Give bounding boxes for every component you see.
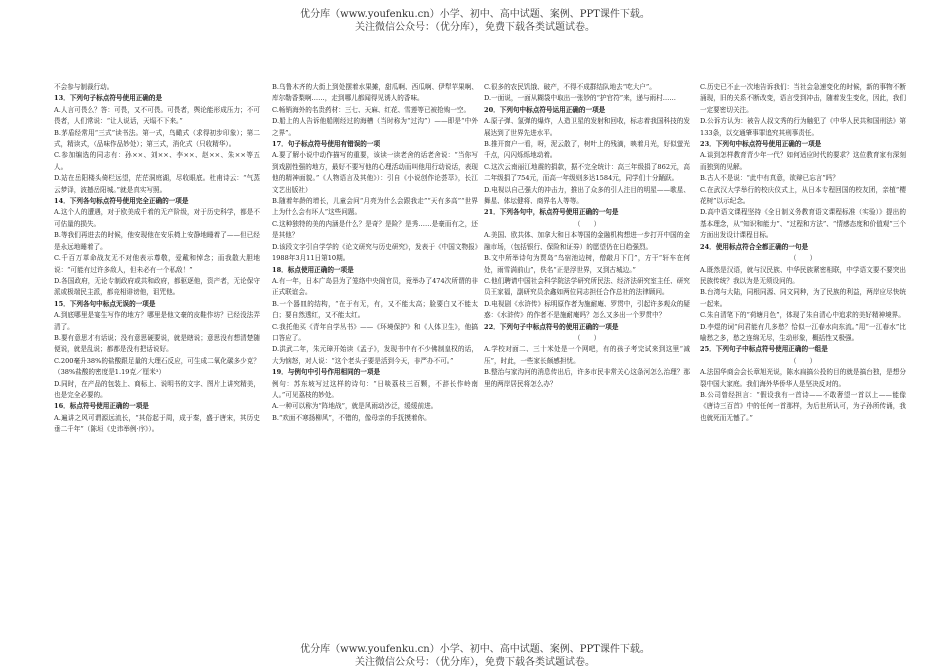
answer-option: D.同时，在产品的包装上、商标上、说明书的文字、图片上讲究精美，也是完全必要的。 xyxy=(54,379,260,399)
answer-option: A.遍讲之风可谓源远流长，“其俗起于周，成于秦，盛于唐宋，其历史垂二千年”（陈垣《史讳举例·序》）。 xyxy=(54,413,260,434)
question-stem: 20．下列句中标点符号运用正确的一项是 xyxy=(484,105,606,114)
answer-option: B.乌鲁木齐的大街上到处摆着水果摊，甜瓜啊、西瓜啊、伊犁苹果啊、库尔勒香梨啊……，走到哪儿都闻得见诱人的香味。 xyxy=(272,83,478,103)
answer-option: A.学校对面二、三十米处是一个网吧，有的孩子考完试来到这里“减压”，时此，一些家长颇感担忧。 xyxy=(484,345,690,365)
question-stem: 18．标点使用正确的一项是 xyxy=(272,265,354,274)
header-line-2: 关注微信公众号：（优分库），免费下载各类试题试卷。 xyxy=(355,22,595,33)
answer-option: B.等我们再进去的时候，他安现他在安乐椅上安静地睡着了——但已经是永远地睡着了。 xyxy=(54,231,260,251)
answer-option: A.原子弹、氢弹的爆炸，人造卫星的发射和回收，标志着我国科技的发展达到了世界先进水平。 xyxy=(484,117,690,137)
answer-option: B.“欢面不寒扬柳风”，不错的，像母亲的手抚摸着你。 xyxy=(272,413,431,422)
answer-option: C.在武汉大学举行的校庆仪式上，从日本专程回国的校友团，亲植“樱花树”以示纪念。 xyxy=(700,185,906,206)
answer-option: C.历史已不止一次地告诉我们：当社会急速变化的时候，新的事物不断涌现，旧的关系不断改变，语言受到冲击，随着发生变化，因此，我们一定要密切关注。 xyxy=(700,83,906,114)
answer-option: B.随着年龄的增长，儿童会问“月亮为什么会跟我走”“天有多高”“世界上为什么会有坏人”这些问题。 xyxy=(272,197,478,217)
question-stem: 15．下列各句中标点无误的一项是 xyxy=(54,299,156,308)
question-stem: 22．下列句子中标点符号的使用正确的一项是 xyxy=(484,322,619,331)
answer-option: D.李煜的词“问君能有几多愁？恰似一江春水向东流。”用“一江春水”比喻愁之多，愁之连绵无尽，生动形象，概括性又极强。 xyxy=(700,322,906,342)
answer-option: D.各国政府，无论专制政府或共和政府，都驱逐他，资产者，无论保守派或极端民主派，都竞相诽谤他，诅咒他。 xyxy=(54,276,260,297)
answer-option: B.台湾与大陆，同根同源、同文同种，为了民族的利益，两岸应尽快统一起来。 xyxy=(700,288,906,308)
answer-option: C.这次云南丽江地震的捐款，据不完全统计：高三年级捐了862元，高二年级捐了754元，而高一年级则多达1584元，同学们十分踊跃。 xyxy=(484,162,690,183)
question-stem: 16．标点符号使用正确的一项是 xyxy=(54,402,149,411)
document-body xyxy=(54,82,914,638)
answer-blank: （ ） xyxy=(573,333,601,342)
answer-option: C.这种独特的美的内涵是什么？是奇？是险？是秀……是豪而有之，还是其他？ xyxy=(272,219,478,240)
footer-line-1: 优分库（www.youfenku.cn）小学、初中、高中试题、案例、PPT课件下载。 xyxy=(300,644,650,655)
answer-option: A.既然是汉语，就与汉民族、中华民族紧密相联，中学语文要不要突出民族传统？我以为是无须设问的。 xyxy=(700,265,906,285)
answer-option: D.电视以自己强大的冲击力，推出了众多的引人注目的明星——歌星、舞星、体坛健将、商界名人等等。 xyxy=(484,185,690,206)
answer-option: D.公诉方认为：被告人叔文秀的行为触犯了《中华人民共和国刑法》第133条，以交通肇事罪追究其刑事责任。 xyxy=(700,117,906,137)
header-line-1: 优分库（www.youfenku.cn）小学、初中、高中试题、案例、PPT课件下载。 xyxy=(300,9,650,20)
answer-option: B.文中所举诗句为贾岛“鸟宿池边树，僧敲月下门”，方干“轩车在何处，雨雪满前山”，佚名“正是浮世界，又到古城边。” xyxy=(484,254,690,274)
answer-option: A.谈到怎样教育青少年一代？如何适应时代的要求？这位教育家有深刻而独到的见解。 xyxy=(700,151,906,171)
answer-option: A.人言可畏么？答：可畏，又不可畏。可畏者，舆论能形成压力；不可畏者，人们常说：“让人说话，天塌不下来。” xyxy=(54,105,260,126)
answer-option: A.法国华商会会长章旭光说，陈水扁搞公投的目的就是搞台独，是想分裂中国大家庭。我们海外华侨华人是坚决反对的。 xyxy=(700,368,906,388)
answer-option: A.一种可以称为“阵地战”，就是风雨动沙泛，缓缓前进。 xyxy=(272,402,438,411)
column-4 xyxy=(700,82,906,424)
question-stem: 23．下列句中标点符号使用正确的一项是 xyxy=(700,140,822,149)
text-paragraph: 不会参与制裁行动。 xyxy=(54,83,114,91)
answer-option: B.茅盾经常用“三式”读书法。第一式，鸟瞰式（求得初步印象）；第二式，精读式，（品味作品妙处）；第三式，消化式（只收精华）。 xyxy=(54,128,260,149)
column-3 xyxy=(484,82,690,390)
answer-option: B.古人不是说：“此中有真意，欲辩已忘言”吗？ xyxy=(700,174,839,183)
answer-blank: （ ） xyxy=(789,356,817,365)
answer-option: C.千百万革命战友无不对他表示尊敬，爱戴和悼念；而我散大胆地说：“可能有过许多敌人，但未必有一个私敌！” xyxy=(54,254,260,274)
answer-option: C.很多的农民饥饿、破产，不得不成群结队地去“吃大户”。 xyxy=(484,83,656,91)
question-stem: 19．与例句中引号作用相同的一项是 xyxy=(272,368,381,377)
answer-option: B.公司曾经担言：“假设我有一首诗——不敢奢望一首以上——能像《唐诗三百首》中的任何一首那样，为后世所认可，为子孙所传诵，我也就死而无憾了。” xyxy=(700,390,906,422)
answer-blank: （ ） xyxy=(573,219,601,228)
answer-option: D.高中语文课程坚持《全日制义务教育语文课程标准（实验）》提出的基本理念，从“知识和能力”、“过程和方法”、“情感态度和价值观”三个方面出发设计课程目标。 xyxy=(700,208,906,240)
answer-option: D.船上的人告诉他船刚经过的海槽（当时称为“过沟”）——即是“中外之界”。 xyxy=(272,117,478,137)
answer-option: C.200毫升38%的盐酸跟足量的大理石反应，可生成二氧化碳多少克？（38%盐酸的密度是1.19克／厘米³） xyxy=(54,356,260,377)
question-stem: 14．下列各句标点符号使用完全正确的一项是 xyxy=(54,197,189,206)
answer-option: D.一面说，一面从糊袋中取出一张钞的“护官符”来，递与雨村…… xyxy=(484,94,676,103)
answer-option: B.整治与家沟河的消息传出后，许多市民非常关心这条河怎么治理？那里的两岸居民将怎么办？ xyxy=(484,368,690,388)
answer-option: C.参加编选的同志有：孙××、刘××、李××、赵××、朱××等五人。 xyxy=(54,151,260,171)
answer-option: D.洪武二年，朱元璋开始读《孟子》，发现书中有不少佛制皇权的话，大为恼怒，对人说：“这个老头子要是活到今天，非严办不可。” xyxy=(272,345,478,365)
question-stem: 17．句子标点符号使用有错误的一项 xyxy=(272,140,381,149)
answer-blank: （ ） xyxy=(789,254,817,263)
answer-option: B.一个器皿的结构，“在于有无，有，又不能太高；脸要白又不能太白；要自然透红，又不能太红。 xyxy=(272,299,478,320)
answer-option: C.我托他买《青年自学丛书》——《环境保护》和《人体卫生》，他搞口答应了。 xyxy=(272,322,478,342)
answer-option: A.这个人的遭遇，对于欧美成千着的无产阶级，对于历史科学，都是不可估量的损失。 xyxy=(54,208,260,228)
answer-option: A.到底哪里是宴生写作的地方？哪里是他文豪的皮鞋作坊？已经没法弄清了。 xyxy=(54,311,260,331)
answer-option: B.推开窗户一看，呀，泥云散了，树叶上的残滴，映着月光，好似萤光千点，闪闪烁烁地动着。 xyxy=(484,140,690,160)
question-stem: 21．下列各句中，标点符号使用正确的一句是 xyxy=(484,208,619,217)
question-stem: 25．下列句子中标点符号使用正确的一组是 xyxy=(700,345,828,354)
text-paragraph: 例句：苏东坡写过这样的诗句：“日啖荔枝三百颗，不辞长作岭南人。”可见荔枝的妙处。 xyxy=(272,379,478,399)
answer-option: C.他们聘请中国社会科学院法学研究所民法、经济法研究室主任、研究员王家福，副研究员余鑫如两位同志担任合作总社的法律顾问。 xyxy=(484,276,690,297)
question-stem: 13．下列句子标点符号使用正确的是 xyxy=(54,94,163,103)
answer-option: B.要有意思才有话说；没有意思硬要说，就是瞎说；意思没有想清楚随便说，就是乱说；都都是没有把话说好。 xyxy=(54,333,260,354)
footer-line-2: 关注微信公众号：（优分库），免费下载各类试题试卷。 xyxy=(355,657,595,668)
answer-option: A.要了解小说中动作描写的重要，该读一读老舍的话老舍说：“当你写到戏剧性强的地方，最好不要写他的心理活动而叫他用行动说话，表现他的精神面貌。”《人物语言及其他》）：引自《小说创作论荟萃》，长江文艺出版社） xyxy=(272,151,478,194)
question-stem: 24．使用标点符合全都正确的一句是 xyxy=(700,242,809,251)
answer-option: D.该段文字引自学学的《论文研究与历史研究》，发表于《中国文物报》1988年3月11日第10期。 xyxy=(272,242,478,263)
footer-banner xyxy=(0,643,950,669)
answer-option: D.站在岳阳楼头倚栏远望，茫茫洞庭湖，尽收眼底。杜甫诗云：“气蒸云梦泽，波撼岳阳城。”就是真实写照。 xyxy=(54,174,260,194)
header-banner xyxy=(0,8,950,34)
column-2 xyxy=(272,82,478,424)
answer-option: A.有一年，日本广岛县为了笼络中央阁官员，竟举办了474次所谓的非正式联谊会。 xyxy=(272,276,478,297)
column-1 xyxy=(54,82,260,436)
answer-option: D.电视剧《水浒传》标明原作者为施耐庵、罗贯中，引起许多观众的疑惑：《水浒传》的作者不是施耐庵吗？怎么又多出一个罗贯中？ xyxy=(484,299,690,320)
answer-option: C.畅销海外的名贵药材：三七、天麻、红花、雪莲等已被抢购一空。 xyxy=(272,105,471,114)
answer-option: A.美国、欧共体、加拿大和日本等国的金融机构想进一步打开中国的金融市场，（包括银行、保险和证券）的愿望仍在日趋强烈。 xyxy=(484,231,690,251)
answer-option: C.朱自清笔下的“荷塘月色”，体现了朱自清心中追求的美好精神境界。 xyxy=(700,311,905,320)
